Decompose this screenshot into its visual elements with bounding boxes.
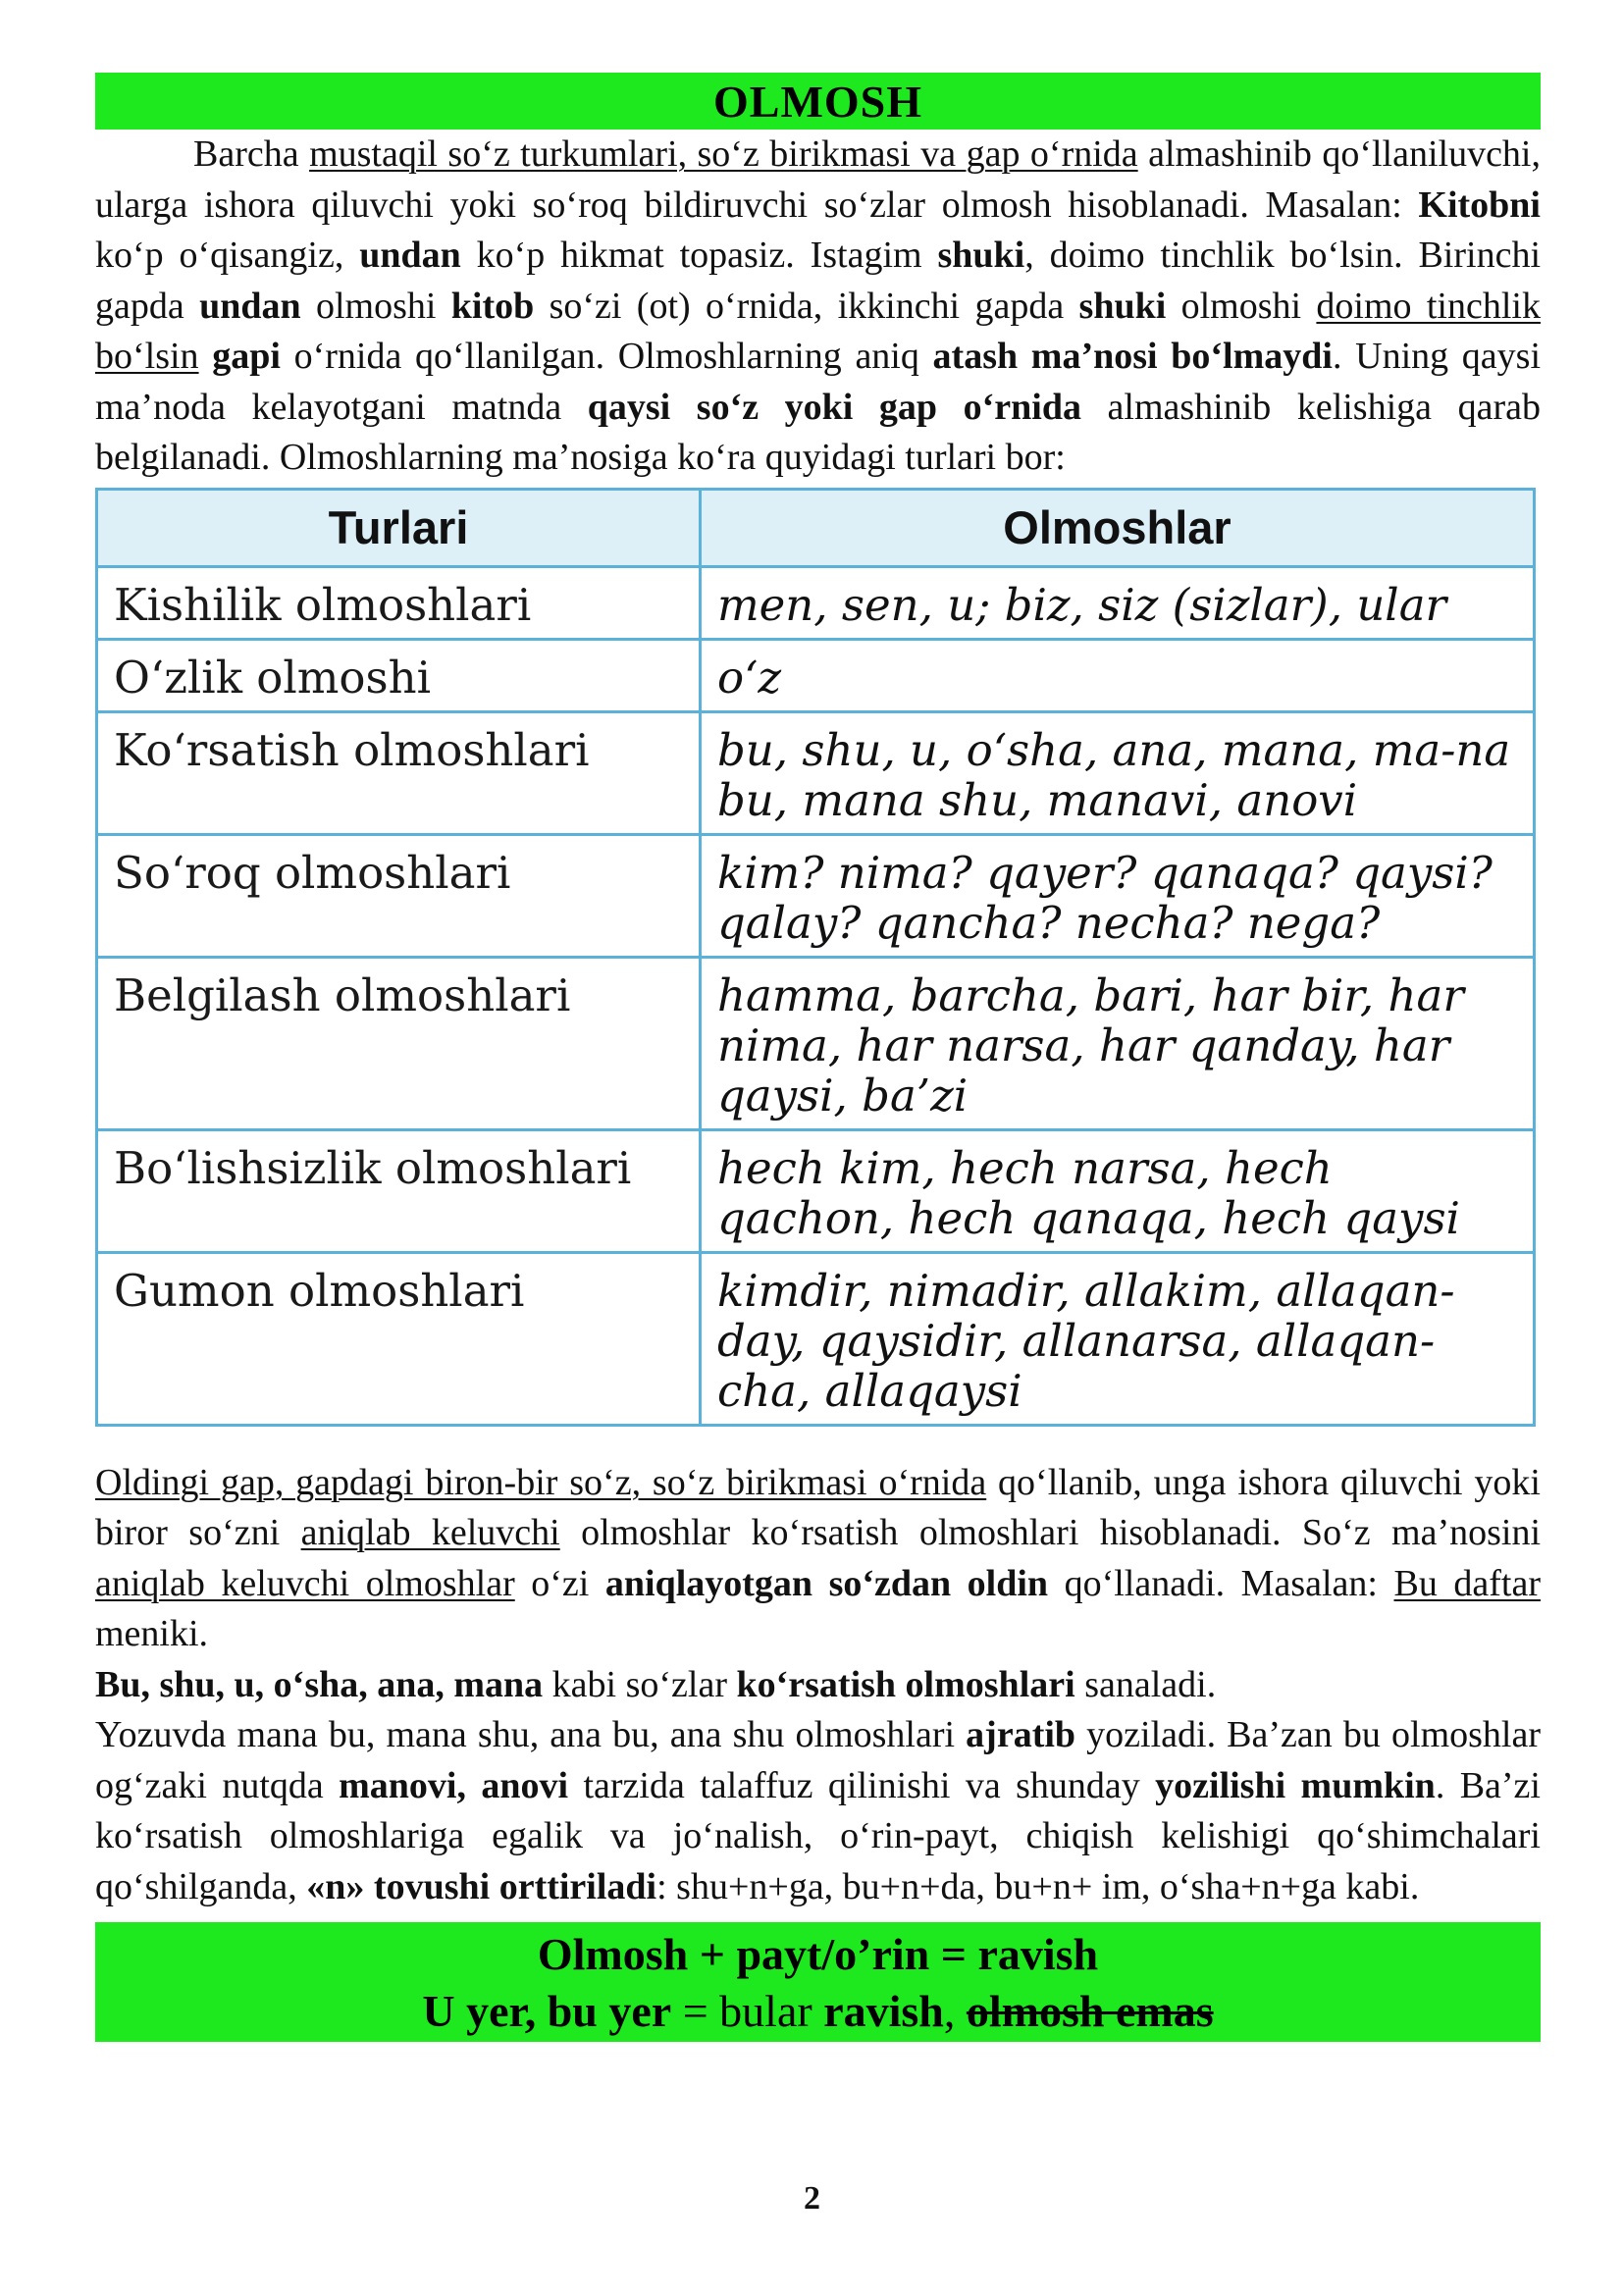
document-page <box>95 73 1541 2042</box>
rule-line-2: U yer, bu yer = bular ravish, olmosh emas <box>422 1986 1214 2036</box>
table-row <box>97 1129 1535 1252</box>
demonstrative-definition-paragraph: Oldingi gap, gapdagi biron-bir so‘z, so‘z birikmasi o‘rnida qo‘llanib, unga ishora qiluvchi yoki biror so‘zni aniqlab keluvchi olmoshlar ko‘rsatish olmoshlari hisoblanadi. So‘z ma’nosini aniqlab keluvchi olmoshlar o‘zi aniqlayotgan so‘zdan oldin qo‘llanadi. Masalan: Bu daftar meniki. <box>95 1461 1541 1654</box>
table-row <box>97 711 1535 834</box>
row-examples: hech kim, hech narsa, hech qachon, hech qanaqa, hech qaysi <box>701 1129 1535 1252</box>
rule-line-1: Olmosh + payt/o’rin = ravish <box>537 1929 1099 1979</box>
row-type: Ko‘rsatish olmoshlari <box>97 711 701 834</box>
row-type: Gumon olmoshlari <box>97 1252 701 1425</box>
row-examples: bu, shu, u, o‘sha, ana, mana, ma-na bu, mana shu, manavi, anovi <box>701 711 1535 834</box>
explanation-section <box>95 1458 1541 1913</box>
pronoun-types-table <box>95 488 1536 1427</box>
page-number: 2 <box>804 2180 820 2217</box>
section-title: OLMOSH <box>95 73 1541 130</box>
table-row <box>97 834 1535 957</box>
table-header-row <box>97 489 1535 566</box>
row-type: So‘roq olmoshlari <box>97 834 701 957</box>
row-type: O‘zlik olmoshi <box>97 639 701 711</box>
table-row <box>97 1252 1535 1425</box>
demonstrative-list-paragraph: Bu, shu, u, o‘sha, ana, mana kabi so‘zlar ko‘rsatish olmoshlari sanaladi. <box>95 1663 1217 1705</box>
row-type: Bo‘lishsizlik olmoshlari <box>97 1129 701 1252</box>
table-row <box>97 957 1535 1129</box>
row-examples: o‘z <box>701 639 1535 711</box>
row-type: Kishilik olmoshlari <box>97 566 701 639</box>
intro-paragraph: Barcha mustaqil so‘z turkumlari, so‘z birikmasi va gap o‘rnida almashinib qo‘llaniluvchi, ularga ishora qiluvchi yoki so‘roq bildiruvchi so‘zlar olmosh hisoblanadi. Masalan: Kitobni ko‘p o‘qisangiz, undan ko‘p hikmat topasiz. Istagim shuki, doimo tinchlik bo‘lsin. Birinchi gapda undan olmoshi kitob so‘zi (ot) o‘rnida, ikkinchi gapda shuki olmoshi doimo tinchlik bo‘lsin gapi o‘rnida qo‘llanilgan. Olmoshlarning aniq atash ma’nosi bo‘lmaydi. Uning qaysi ma’noda kelayotgani matnda qaysi so‘z yoki gap o‘rnida almashinib kelishiga qarab belgilanadi. Olmoshlarning ma’nosiga ko‘ra quyidagi turlari bor: <box>95 133 1542 478</box>
row-examples: kimdir, nimadir, allakim, allaqan-day, qaysidir, allanarsa, allaqan-cha, allaqaysi <box>701 1252 1535 1425</box>
header-types: Turlari <box>97 489 701 566</box>
header-pronouns: Olmoshlar <box>701 489 1535 566</box>
row-examples: men, sen, u; biz, siz (sizlar), ular <box>701 566 1535 639</box>
table-row <box>97 566 1535 639</box>
table-row <box>97 639 1535 711</box>
rule-banner <box>95 1922 1541 2042</box>
row-type: Belgilash olmoshlari <box>97 957 701 1129</box>
spelling-rules-paragraph: Yozuvda mana bu, mana shu, ana bu, ana shu olmoshlari ajratib yoziladi. Ba’zan bu olmoshlar og‘zaki nutqda manovi, anovi tarzida talaffuz qilinishi va shunday yozilishi mumkin. Ba’zi ko‘rsatish olmoshlariga egalik va jo‘nalish, o‘rin-payt, chiqish kelishigi qo‘shimchalari qo‘shilganda, «n» tovushi orttiriladi: shu+n+ga, bu+n+da, bu+n+ im, o‘sha+n+ga kabi. <box>95 1714 1541 1907</box>
row-examples: hamma, barcha, bari, har bir, har nima, har narsa, har qanday, har qaysi, ba’zi <box>701 957 1535 1129</box>
row-examples: kim? nima? qayer? qanaqa? qaysi? qalay? qancha? necha? nega? <box>701 834 1535 957</box>
